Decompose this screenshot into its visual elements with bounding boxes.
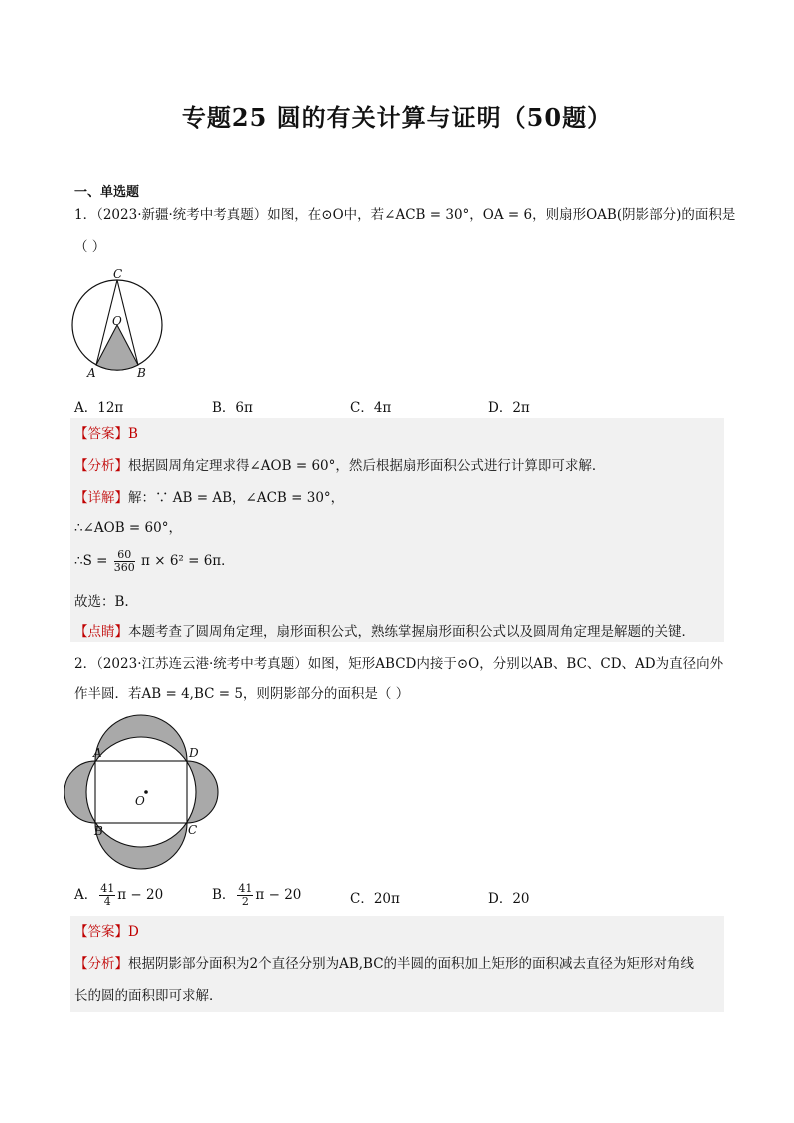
q2-label-d: D <box>189 746 199 760</box>
q1-fraction-num: 60 <box>114 549 135 562</box>
q2-option-b-post: π − 20 <box>255 887 302 903</box>
q2-analysis-line2: 长的圆的面积即可求解． <box>74 988 223 1004</box>
q2-label-o: O <box>135 794 145 808</box>
section-heading: 一、单选题 <box>74 185 140 200</box>
q1-answer-tag: 【答案】 <box>74 426 128 442</box>
q2-figure <box>64 714 224 872</box>
q2-stem-line1: 2．（2023·江苏连云港·统考中考真题）如图，矩形ABCD内接于⊙O，分别以AB、BC、CD、AD为直径向外 <box>74 656 724 672</box>
page-title: 专题25 圆的有关计算与证明（50题） <box>181 103 613 132</box>
q2-option-a <box>74 880 163 910</box>
q1-stem-line2: （ ） <box>74 239 106 255</box>
q2-analysis-text: 根据阴影部分面积为2个直径分别为AB,BC的半圆的面积加上矩形的面积减去直径为矩形对角线 <box>128 956 695 972</box>
q1-analysis-tag: 【分析】 <box>74 458 128 474</box>
q1-shaded-sector <box>96 325 138 370</box>
q2-label-c: C <box>188 823 198 837</box>
q2-analysis-line1 <box>74 954 694 974</box>
q2-answer-value: D <box>128 924 139 940</box>
q1-choice: 故选：B. <box>74 594 129 610</box>
q1-comment-tag: 【点睛】 <box>74 624 128 640</box>
q2-analysis-tag: 【分析】 <box>74 956 128 972</box>
q1-step2 <box>74 546 235 576</box>
q1-detail-text: 解：∵ AB = AB，∠ACB = 30°， <box>128 490 345 506</box>
q1-step1: ∴∠AOB = 60°， <box>74 520 182 536</box>
q1-step2-post: π × 6² = 6π． <box>141 553 235 569</box>
q2-option-a-fraction <box>99 883 115 908</box>
q1-label-b: B <box>137 366 146 380</box>
q2-stem-line2: 作半圆．若AB = 4,BC = 5，则阴影部分的面积是（ ） <box>74 686 410 702</box>
q2-option-a-den: 4 <box>103 895 111 908</box>
q2-option-b-den: 2 <box>241 895 249 908</box>
q1-step2-fraction <box>114 549 135 574</box>
q1-label-o: O <box>112 314 122 328</box>
q2-option-b-num: 41 <box>238 882 253 895</box>
q1-option-c: C．4π <box>350 400 392 416</box>
q2-option-a-pre: A． <box>74 887 98 903</box>
q2-label-a: A <box>93 746 102 760</box>
q2-option-c: C．20π <box>350 891 400 907</box>
q1-option-a: A．12π <box>74 400 124 416</box>
q2-option-b-pre: B． <box>212 887 236 903</box>
q2-label-b: B <box>94 824 103 838</box>
q2-option-b-fraction <box>237 883 253 908</box>
q1-analysis <box>74 456 605 476</box>
q2-answer <box>74 922 139 942</box>
q1-option-b: B．6π <box>212 400 253 416</box>
q1-answer-value: B <box>128 426 138 442</box>
q2-option-a-num: 41 <box>100 882 115 895</box>
q2-option-b <box>212 880 301 910</box>
q1-figure <box>62 265 172 383</box>
q1-detail-tag: 【详解】 <box>74 490 128 506</box>
q1-stem-line1: 1．（2023·新疆·统考中考真题）如图，在⊙O中，若∠ACB = 30°，OA = 6，则扇形OAB(阴影部分)的面积是 <box>74 207 736 223</box>
q2-option-a-post: π − 20 <box>117 887 164 903</box>
q1-comment-text: 本题考查了圆周角定理，扇形面积公式，熟练掌握扇形面积公式以及圆周角定理是解题的关键． <box>128 624 695 640</box>
q1-option-d: D．2π <box>488 400 530 416</box>
q1-analysis-text: 根据圆周角定理求得∠AOB = 60°，然后根据扇形面积公式进行计算即可求解． <box>128 458 606 474</box>
q1-detail <box>74 488 344 508</box>
q2-answer-tag: 【答案】 <box>74 924 128 940</box>
q1-label-a: A <box>87 366 96 380</box>
q1-fraction-den: 360 <box>113 561 135 574</box>
q1-step2-pre: ∴S = <box>74 553 108 569</box>
q1-label-c: C <box>113 267 123 281</box>
q2-option-d: D．20 <box>488 891 530 907</box>
q1-answer <box>74 424 138 444</box>
q1-comment <box>74 622 695 642</box>
